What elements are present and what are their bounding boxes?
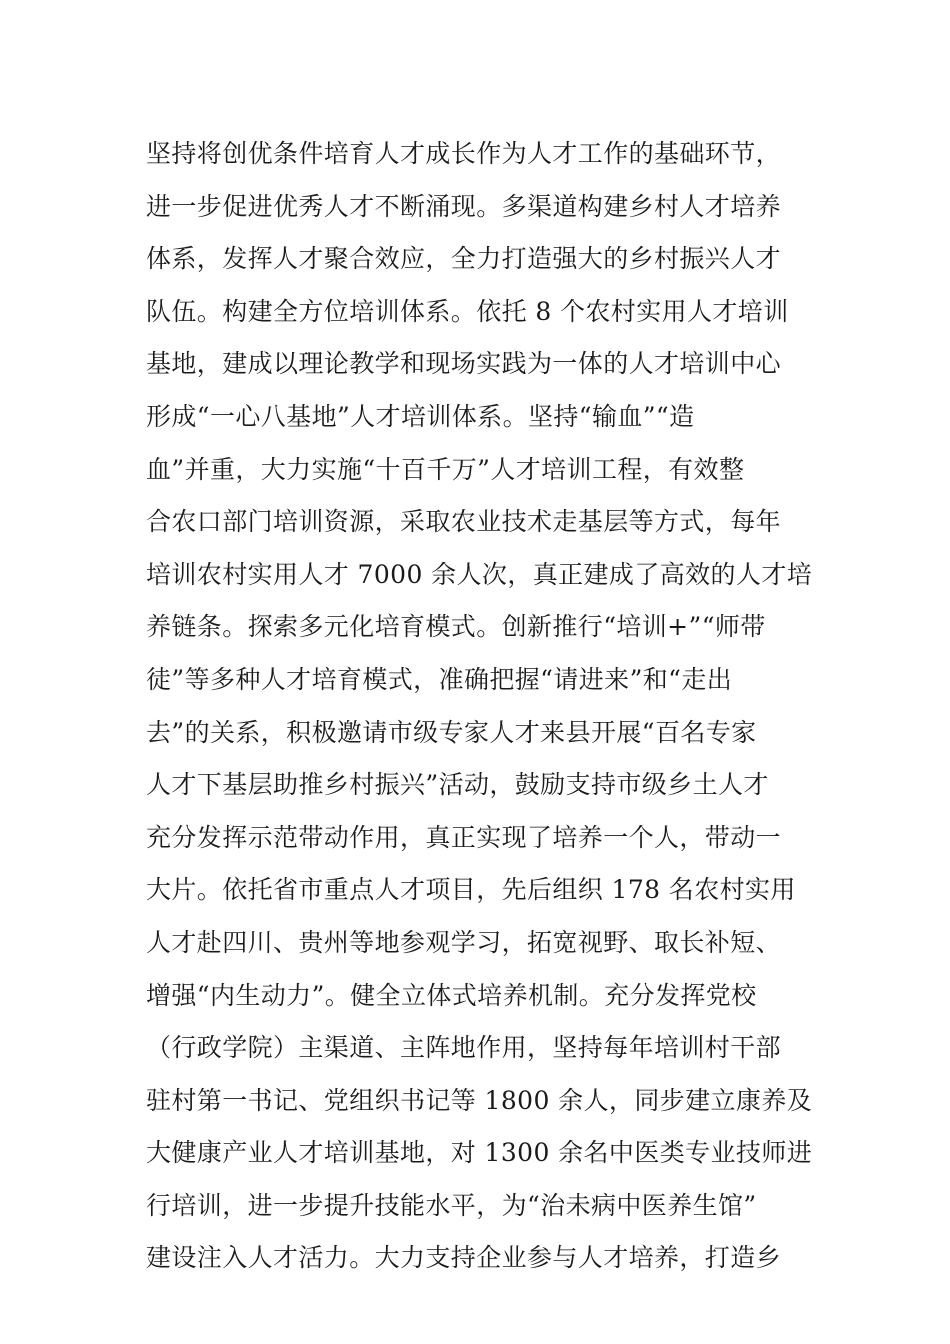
text-line: 血”并重，大力实施“十百千万”人才培训工程，有效整 [146, 454, 745, 484]
text-line: 充分发挥示范带动作用，真正实现了培养一个人，带动一 [146, 822, 782, 852]
text-line: 大健康产业人才培训基地，对 1300 余名中医类专业技师进 [146, 1138, 813, 1168]
text-line: 基地，建成以理论教学和现场实践为一体的人才培训中心 [146, 349, 782, 379]
text-line: 坚持将创优条件培育人才成长作为人才工作的基础环节， [146, 139, 782, 168]
text-line: 驻村第一书记、党组织书记等 1800 余人，同步建立康养及 [146, 1085, 813, 1115]
text-line: 队伍。构建全方位培训体系。依托 8 个农村实用人才培训 [146, 296, 789, 326]
text-line: 去”的关系，积极邀请市级专家人才来县开展“百名专家 [146, 717, 757, 747]
text-line: （行政学院）主渠道、主阵地作用，坚持每年培训村干部 [146, 1033, 782, 1063]
text-line: 建设注入人才活力。大力支持企业参与人才培养，打造乡 [146, 1243, 782, 1273]
text-line: 形成“一心八基地”人才培训体系。坚持“输血”“造 [146, 401, 695, 431]
text-line: 进一步促进优秀人才不断涌现。多渠道构建乡村人才培养 [146, 191, 782, 221]
text-line: 培训农村实用人才 7000 余人次，真正建成了高效的人才培 [146, 559, 813, 589]
text-line: 徒”等多种人才培育模式，准确把握“请进来”和“走出 [146, 664, 733, 694]
text-line: 体系，发挥人才聚合效应，全力打造强大的乡村振兴人才 [146, 244, 782, 274]
text-line: 合农口部门培训资源，采取农业技术走基层等方式，每年 [146, 507, 782, 537]
text-line: 人才下基层助推乡村振兴”活动，鼓励支持市级乡土人才 [146, 770, 769, 800]
text-line: 大片。依托省市重点人才项目，先后组织 178 名农村实用 [146, 875, 796, 905]
text-line: 行培训，进一步提升技能水平，为“治未病中医养生馆” [146, 1190, 757, 1220]
text-line: 人才赴四川、贵州等地参观学习，拓宽视野、取长补短、 [146, 927, 782, 957]
body-paragraph [146, 128, 816, 1285]
text-line: 增强“内生动力”。健全立体式培养机制。充分发挥党校 [146, 980, 757, 1010]
text-line: 养链条。探索多元化培育模式。创新推行“培训+”“师带 [146, 612, 766, 642]
